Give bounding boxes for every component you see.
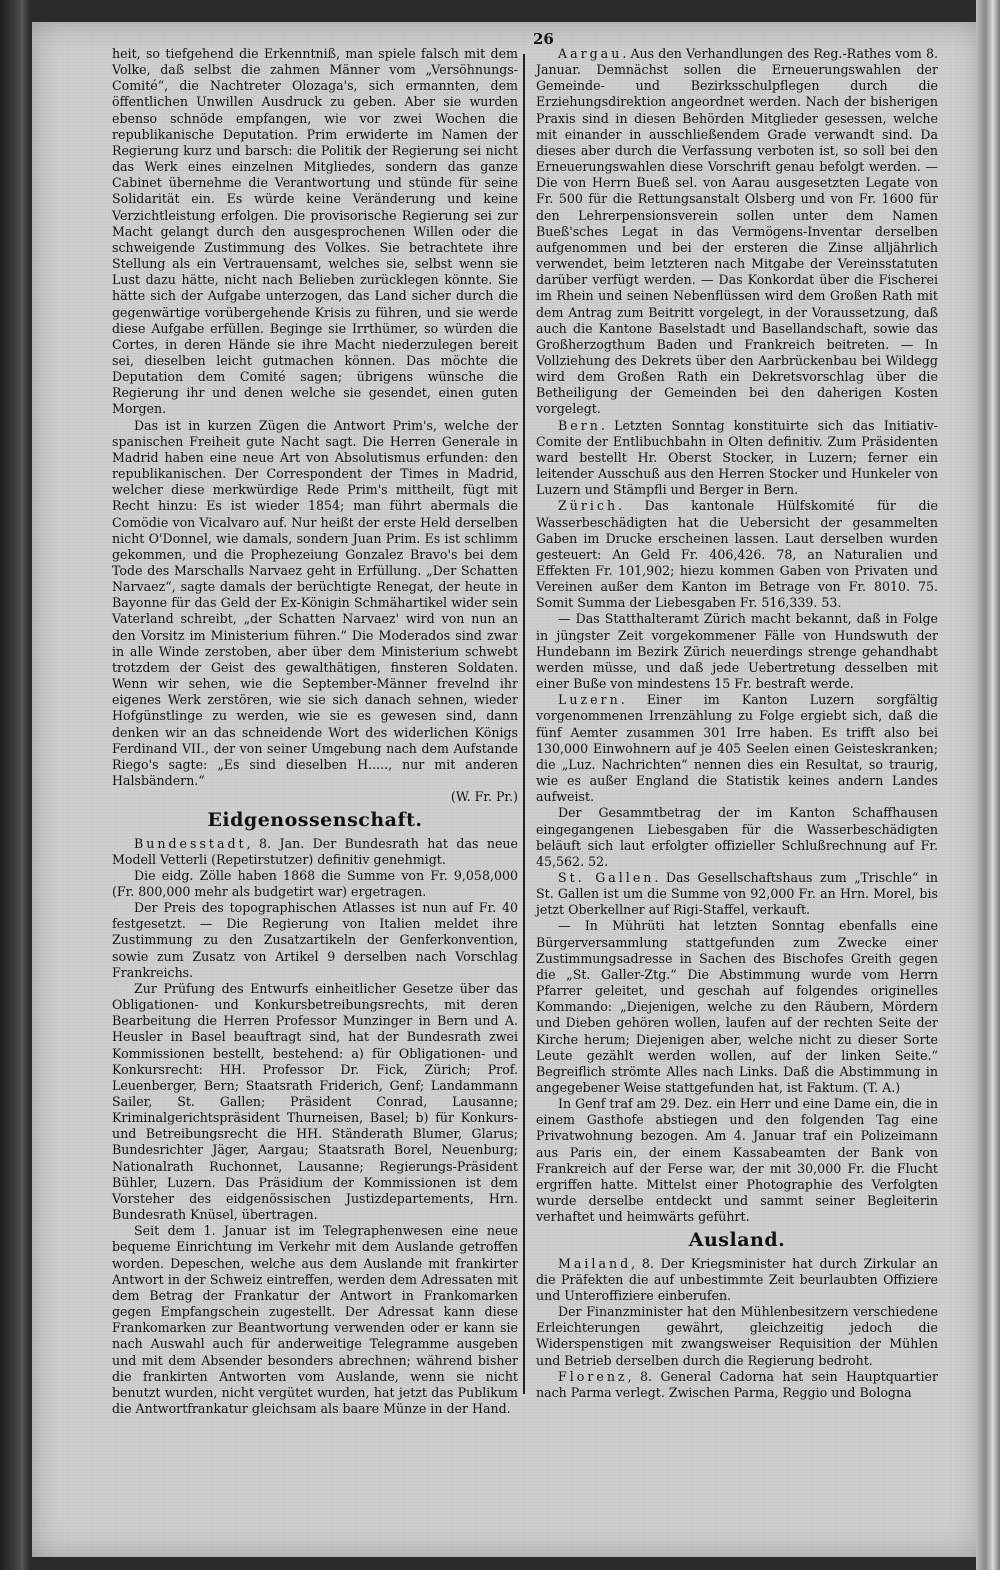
news-item	[112, 1223, 518, 1417]
news-text: Der Preis des topographischen Atlasses ist nun auf Fr. 40 festgesetzt. — Die Regierung von Italien meldet ihre Zustimmung zu den Zusatzartikeln der Genferkonvention, sowie zum Zusatz von Artikel 9 derselben nach Vorschlag Frankreichs.	[112, 900, 518, 980]
news-text: . Das Gesellschaftshaus zum „Trischle“ in St. Gallen ist um die Summe von 92,000 Fr. an Hrn. Morel, bis jetzt Oberkellner auf Rigi-Staffel, verkauft.	[536, 869, 938, 918]
news-text: . Aus den Verhandlungen des Reg.-Rathes vom 8. Januar. Demnächst sollen die Erneuerungswahlen der Gemeinde- und Bezirksschulpflegen durch die Erziehungsdirektion angeordnet werden. Nach der bisherigen Praxis sind in diesen Behörden Mitglieder gesessen, welche mit einander in ausschließendem Grade verwandt sind. Da dieses aber durch die Verfassung verboten ist, so soll bei den Erneuerungswahlen diese Vorschrift genau befolgt werden. — Die von Herrn Bueß sel. von Aarau ausgesetzten Legate von Fr. 500 für die Rettungsanstalt Olsberg und von Fr. 1600 für den Lehrerpensionsverein sollen unter dem Namen Bueß'sches Legat in das Vermögens-Inventar derselben aufgenommen und bei der ersteren die Zinse alljährlich verwendet, beim letzteren nach Mitgabe der Vereinsstatuten darüber verfügt werden. — Das Konkordat über die Fischerei im Rhein und seinen Nebenflüssen wird dem Großen Rath mit dem Antrag zum Beitritt vorgelegt, in der Voraussetzung, daß auch die Kantone Baselstadt und Basellandschaft, sowie das Großherzogthum Baden und Frankreich beitreten. — In Vollziehung des Dekrets über den Aarbrückenbau bei Wildegg wird dem Großen Rath ein Dekretsvorschlag über die Betheiligung der Gemeinden bei den daherigen Kosten vorgelegt.	[536, 46, 938, 417]
news-item	[536, 918, 938, 1096]
news-text: . Das kantonale Hülfskomité für die Wasserbeschädigten hat die Uebersicht der gesammelten Gaben im Drucke erscheinen lassen. Laut derselben wurden gesteuert: An Geld Fr. 406,426. 78, an Naturalien und Effekten Fr. 101,902; hiezu kommen Gaben von Privaten und Vereinen außer dem Kanton im Betrage von Fr. 8010. 75. Somit Summa der Liebesgaben Fr. 516,339. 53.	[536, 498, 938, 611]
news-text: , 8. Der Kriegsminister hat durch Zirkular an die Präfekten die auf unbestimmte Zeit beurlaubten Offiziere und Unteroffiziere einberufen.	[536, 1255, 938, 1303]
news-text: , 8. Jan. Der Bundesrath hat das neue Modell Vetterli (Repetirstutzer) definitiv genehmigt.	[112, 835, 518, 867]
section-heading-eidgenossenschaft: Eidgenossenschaft.	[207, 809, 423, 832]
news-place: Luzern	[558, 692, 621, 708]
article-paragraph: heit, so tiefgehend die Erkenntniß, man spiele falsch mit dem Volke, daß selbst die zahmen Männer vom „Versöhnungs-Comité“, die Nachtreter Olozaga's, sich ermannten, dem öffentlichen Unwillen Ausdruck zu geben. Aber sie wurden ebenso schnöde empfangen, wie vor zwei Wochen die republikanische Deputation. Prim erwiderte im Namen der Regierung kurz und barsch: die Politik der Regierung sei nicht das Werk eines einzelnen Mitgliedes, sondern das ganze Cabinet übernehme die Verantwortung und stünde für seine Solidarität ein. Es würde keine Veränderung und keine Verzichtleistung erfolgen. Die provisorische Regierung sei zur Macht gelangt durch den ausgesprochenen Willen oder die schweigende Zustimmung des Volkes. Sie betrachtete ihre Stellung als ein Vertrauensamt, welches sie, selbst wenn sie Lust dazu hätte, nicht nach Belieben zurücklegen könnte. Sie hätte sich der Aufgabe unterzogen, das Land sicher durch die gegenwärtige vorübergehende Krisis zu führen, und sie werde diese Aufgabe erfüllen. Beginge sie Irrthümer, so würden die Cortes, in deren Hände sie ihre Macht niederzulegen bereit sei, dieselben leicht gutmachen können. Das möchte die Deputation dem Comité sagen; übrigens wünsche die Regierung ihr und denen welche sie gesendet, einen guten Morgen.	[112, 46, 518, 417]
news-text: In Genf traf am 29. Dez. ein Herr und eine Dame ein, die in einem Gasthofe abstiegen und den folgenden Tag eine Privatwohnung bezogen. Am 4. Januar traf ein Polizeimann aus Paris ein, der einem Kassabeamten der Bank von Frankreich auf der Ferse war, der mit 30,000 Fr. die Flucht ergriffen hatte. Mittelst einer Photographie des Verfolgten wurde derselbe entdeckt und sammt seiner Begleiterin verhaftet und heimwärts geführt.	[536, 1096, 939, 1225]
news-place: Mailand	[558, 1255, 632, 1271]
news-item	[112, 836, 518, 868]
page-edge	[976, 0, 1000, 1570]
news-text: Zur Prüfung des Entwurfs einheitlicher Gesetze über das Obligationen- und Konkursbetreibungsrechts, mit deren Bearbeitung die Herren Professor Munzinger in Bern und A. Heusler in Basel beauftragt sind, hat der Bundesrath zwei Kommissionen bestellt, bestehend: a) für Obligationen- und Konkursrecht: HH. Professor Dr. Fick, Zürich; Prof. Leuenberger, Bern; Staatsrath Friderich, Genf; Landammann Sailer, St. Gallen; Präsident Conrad, Lausanne; Kriminalgerichtspräsident Thurneisen, Basel; b) für Konkurs- und Betreibungsrecht die HH. Ständerath Blumer, Glarus; Bundesrichter Jäger, Aargau; Staatsrath Borel, Neuenburg; Nationalrath Ruchonnet, Lausanne; Regierungs-Präsident Bühler, Luzern. Das Präsidium der Kommissionen ist dem Vorsteher des eidgenössischen Justizdepartements, Hrn. Bundesrath Knüsel, übertragen.	[112, 980, 518, 1223]
news-text: — Das Statthalteramt Zürich macht bekannt, daß in Folge in jüngster Zeit vorgekommener Fälle von Hundswuth der Hundebann im Bezirk Zürich neuerdings strenge gehandhabt werden müsse, und daß jede Uebertretung desselben mit einer Buße von mindestens 15 Fr. bestraft werde.	[536, 611, 938, 692]
news-item	[112, 981, 518, 1223]
news-text: Der Gesammtbetrag der im Kanton Schaffhausen eingegangenen Liebesgaben für die Wasserbeschädigten beläuft sich laut erfolgter offizieller Schlußrechnung auf Fr. 45,562. 52.	[536, 805, 938, 869]
news-text: , 8. General Cadorna hat sein Hauptquartier nach Parma verlegt. Zwischen Parma, Reggio und Bologna	[536, 1368, 938, 1400]
news-item	[536, 870, 938, 918]
news-place: Bern	[558, 417, 601, 433]
news-item	[536, 46, 938, 418]
news-place: Zürich	[558, 498, 619, 514]
article-paragraph: Das ist in kurzen Zügen die Antwort Prim's, welche der spanischen Freiheit gute Nacht sagt. Die Herren Generale in Madrid haben eine neue Art von Absolutismus erfunden: den republikanischen. Der Correspondent der Times in Madrid, welcher diese merkwürdige Rede Prim's mittheilt, fügt mit Recht hinzu: Es ist wieder 1854; man führt abermals die Comödie von Vicalvaro auf. Nur heißt der erste Held derselben nicht O'Donnel, wie damals, sondern Juan Prim. Es ist schlimm gekommen, und die Prophezeiung Gonzalez Bravo's bei dem Tode des Marschalls Narvaez geht in Erfüllung. „Der Schatten Narvaez“, sagte damals der berüchtigte Renegat, der heute in Bayonne für das Geld der Ex-Königin Schmähartikel wider sein Vaterland schreibt, „der Schatten Narvaez' wird von nun an den Vorsitz im Ministerium führen.“ Die Moderados sind zwar in alle Winde zerstoben, aber über dem Ministerium schwebt trotzdem der Geist des gewalthätigen, finsteren Soldaten. Wenn wir sehen, wie die September-Männer frevelnd ihr eigenes Werk zerstören, wie sie sich danach sehnen, wieder Hofgünstlinge zu werden, wie sie es gewesen sind, dann denken wir an das schneidende Wort des widerlichen Königs Ferdinand VII., der von seiner Umgebung nach dem Aufstande Riego's sagte: „Es sind dieselben H....., nur mit anderen Halsbändern.“	[112, 417, 518, 789]
news-text: . Einer im Kanton Luzern sorgfältig vorgenommenen Irrenzählung zu Folge ergiebt sich, daß die fünf Aemter zusammen 301 Irre haben. Es trifft also bei 130,000 Einwohnern auf je 405 Seelen einen Geisteskranken; die „Luz. Nachrichten“ nennen dies ein Resultat, so traurig, wie es außer England die Statistik keines andern Landes aufweist.	[536, 692, 938, 805]
right-column	[536, 46, 938, 1401]
news-item	[536, 692, 938, 805]
news-place: Bundesstadt	[134, 835, 247, 851]
news-item	[536, 1369, 938, 1401]
news-place: St. Gallen	[558, 869, 655, 885]
news-text: Der Finanzminister hat den Mühlenbesitzern verschiedene Erleichterungen gewährt, gleichzeitig jedoch die Widerspenstigen mit zwangsweiser Requisition der Mühlen und Betrieb derselben durch die Regierung bedroht.	[536, 1304, 938, 1368]
article-signature: (W. Fr. Pr.)	[450, 789, 518, 805]
news-item	[536, 498, 938, 611]
news-item	[536, 1256, 938, 1304]
section-heading-ausland: Ausland.	[688, 1229, 786, 1252]
news-item	[536, 418, 938, 499]
left-column	[112, 46, 518, 1417]
news-place: Aargau	[558, 46, 623, 61]
news-item	[112, 868, 518, 900]
news-item	[536, 1096, 938, 1225]
news-text: — In Mührüti hat letzten Sonntag ebenfalls eine Bürgerversammlung stattgefunden zum Zwecke einer Zustimmungsadresse in Sachen des Bischofes Greith gegen die „St. Galler-Ztg.“ Die Abstimmung wurde vom Herrn Pfarrer geleitet, und geschah auf folgendes originelles Kommando: „Diejenigen, welche zu den Räubern, Mördern und Dieben gehören wollen, laufen auf der rechten Seite der Kirche herum; Diejenigen aber, welche nicht zu dieser Sorte Leute gezählt werden wollen, auf der linken Seite.“ Begreiflich strömte Alles nach Links. Daß die Abstimmung in angegebener Weise stattgefunden hat, ist Faktum. (T. A.)	[536, 918, 938, 1095]
news-text: . Letzten Sonntag konstituirte sich das Initiativ-Comite der Entlibuchbahn in Olten definitiv. Zum Präsidenten ward bestellt Hr. Oberst Stocker, in Luzern; ferner ein leitender Ausschuß aus den Herren Stocker und Hunkeler von Luzern und Stämpfli und Berger in Bern.	[536, 417, 938, 498]
column-divider	[523, 54, 525, 1394]
news-item	[112, 900, 518, 981]
news-item	[536, 1304, 938, 1369]
news-place: Florenz	[558, 1368, 628, 1384]
news-item	[536, 611, 938, 692]
news-text: Seit dem 1. Januar ist im Telegraphenwesen eine neue bequeme Einrichtung im Verkehr mit dem Auslande getroffen worden. Depeschen, welche aus dem Auslande mit frankirter Antwort in der Schweiz eintreffen, werden dem Adressaten mit dem Betrag der Frankatur der Antwort in Frankomarken gegen Empfangschein zugestellt. Der Adressat kann diese Frankomarken zur Beantwortung verwenden oder er kann sie nach Auswahl auch für anderweitige Telegramme ausgeben und mit dem Absender besonders abrechnen; während bisher die frankirten Antworten vom Auslande, wenn sie nicht benutzt wurden, nicht vergütet wurden, hat jetzt das Publikum die Antwortfrankatur gleichsam als baare Münze in der Hand.	[112, 1223, 518, 1416]
news-text: Die eidg. Zölle haben 1868 die Summe von Fr. 9,058,000 (Fr. 800,000 mehr als budgetirt war) ergetragen.	[112, 867, 518, 899]
news-item	[536, 805, 938, 870]
page-number: 26	[533, 30, 554, 48]
